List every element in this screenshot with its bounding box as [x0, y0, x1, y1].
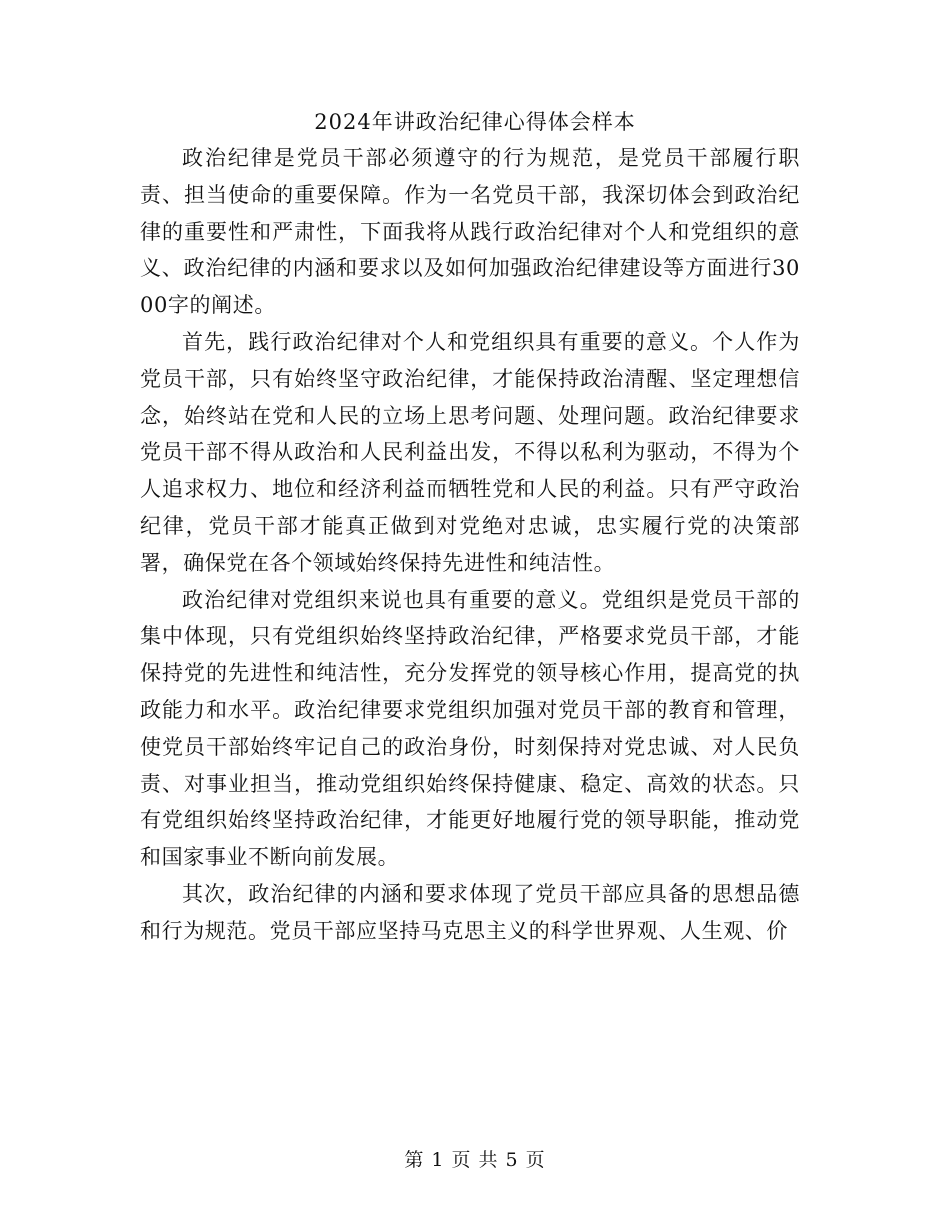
paragraph-1: 政治纪律是党员干部必须遵守的行为规范，是党员干部履行职责、担当使命的重要保障。作为一名党员干部，我深切体会到政治纪律的重要性和严肃性，下面我将从践行政治纪律对个人和党组织的意义、政治纪律的内涵和要求以及如何加强政治纪律建设等方面进行3000字的阐述。 — [140, 146, 800, 318]
paragraph-4: 其次，政治纪律的内涵和要求体现了党员干部应具备的思想品德和行为规范。党员干部应坚持马克思主义的科学世界观、人生观、价 — [140, 881, 800, 943]
paragraph-3: 政治纪律对党组织来说也具有重要的意义。党组织是党员干部的集中体现，只有党组织始终坚持政治纪律，严格要求党员干部，才能保持党的先进性和纯洁性，充分发挥党的领导核心作用，提高党的执政能力和水平。政治纪律要求党组织加强对党员干部的教育和管理，使党员干部始终牢记自己的政治身份，时刻保持对党忠诚、对人民负责、对事业担当，推动党组织始终保持健康、稳定、高效的状态。只有党组织始终坚持政治纪律，才能更好地履行党的领导职能，推动党和国家事业不断向前发展。 — [140, 587, 800, 870]
document-body — [140, 140, 800, 950]
paragraph-2: 首先，践行政治纪律对个人和党组织具有重要的意义。个人作为党员干部，只有始终坚守政治纪律，才能保持政治清醒、坚定理想信念，始终站在党和人民的立场上思考问题、处理问题。政治纪律要求党员干部不得从政治和人民利益出发，不得以私利为驱动，不得为个人追求权力、地位和经济利益而牺牲党和人民的利益。只有严守政治纪律，党员干部才能真正做到对党绝对忠诚，忠实履行党的决策部署，确保党在各个领域始终保持先进性和纯洁性。 — [140, 329, 800, 575]
document-title: 2024年讲政治纪律心得体会样本 — [314, 110, 636, 134]
page-footer: 第 1 页 共 5 页 — [404, 1149, 546, 1171]
